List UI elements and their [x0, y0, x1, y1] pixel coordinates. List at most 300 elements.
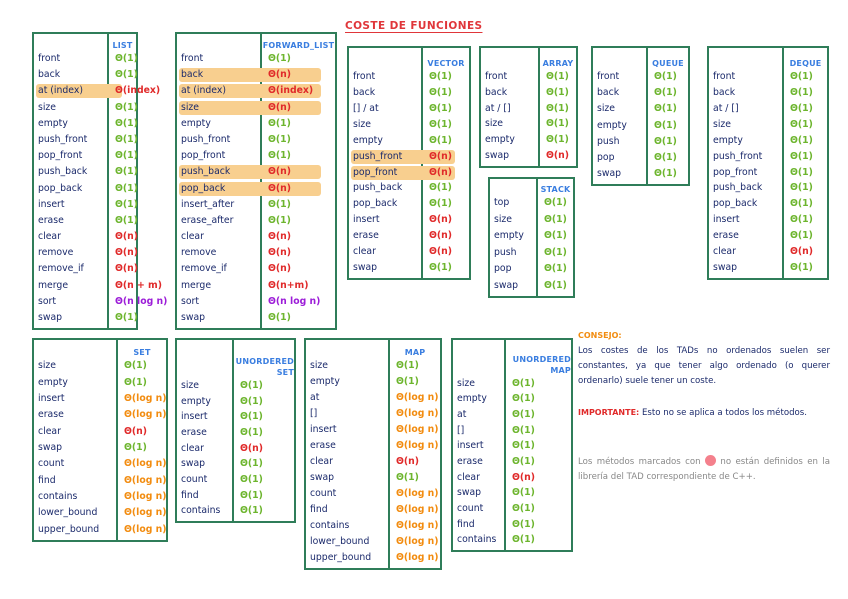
- method-row: [595, 119, 686, 133]
- table-header: [109, 34, 136, 51]
- importante-note: [578, 405, 830, 421]
- method-row: [179, 311, 333, 325]
- method-name: at / []: [713, 102, 739, 114]
- method-name: at / []: [485, 102, 511, 114]
- method-row: [711, 150, 825, 164]
- legend-text-after: no están definidos en la librería del TAD correspondiente de C++.: [578, 457, 831, 482]
- method-row: [711, 118, 825, 132]
- method-row: [595, 70, 686, 84]
- method-row: [36, 68, 138, 82]
- method-row: [179, 395, 292, 409]
- method-cost: Θ(n): [268, 247, 292, 259]
- method-cost: Θ(n+m): [268, 279, 309, 291]
- method-name: find: [181, 489, 199, 501]
- method-cost: Θ(1): [115, 214, 138, 226]
- method-name: insert: [310, 424, 337, 435]
- method-cost: Θ(1): [546, 70, 569, 82]
- method-name: back: [353, 86, 376, 98]
- method-row: [308, 503, 438, 517]
- method-cost: Θ(1): [115, 101, 138, 113]
- method-row: [351, 229, 467, 243]
- method-cost: Θ(n): [512, 471, 536, 483]
- legend-note: [578, 455, 830, 485]
- method-name: erase: [310, 440, 336, 451]
- method-row: [36, 441, 164, 455]
- method-cost: Θ(1): [124, 376, 147, 388]
- method-cost: Θ(1): [240, 426, 263, 438]
- method-row: [36, 149, 138, 163]
- method-name: find: [38, 474, 56, 486]
- method-row: [711, 70, 825, 84]
- method-name: lower_bound: [310, 536, 370, 547]
- method-cost: Θ(n): [268, 69, 292, 81]
- method-row: [595, 151, 686, 165]
- importante-label: IMPORTANTE:: [578, 408, 640, 417]
- method-cost: Θ(index): [115, 85, 161, 97]
- method-name: swap: [353, 262, 378, 274]
- method-name: size: [353, 118, 372, 130]
- method-name: empty: [181, 395, 211, 407]
- method-name: size: [494, 213, 513, 225]
- method-name: back: [597, 87, 620, 99]
- method-name: clear: [181, 231, 204, 243]
- method-row: [455, 486, 569, 500]
- table-header-line: ARRAY: [542, 59, 574, 68]
- method-cost: Θ(1): [654, 119, 677, 131]
- method-row: [179, 295, 333, 309]
- method-row: [179, 457, 292, 471]
- method-name: swap: [713, 262, 738, 274]
- method-name: swap: [457, 487, 482, 499]
- method-name: sort: [181, 295, 199, 307]
- method-name: contains: [310, 520, 350, 531]
- method-cost: Θ(1): [115, 133, 138, 145]
- method-row: [483, 133, 574, 147]
- method-name: empty: [38, 117, 68, 129]
- method-cost: Θ(1): [546, 134, 569, 146]
- method-row: [36, 117, 138, 131]
- method-cost: Θ(n): [429, 246, 453, 258]
- method-name: pop_back: [713, 198, 758, 210]
- method-cost: Θ(n): [268, 182, 292, 194]
- method-row: [483, 86, 574, 100]
- method-name: merge: [38, 279, 69, 291]
- method-row: [308, 551, 438, 565]
- method-row: [455, 392, 569, 406]
- table-header-line: VECTOR: [427, 59, 465, 68]
- method-name: front: [485, 70, 508, 82]
- method-name: clear: [353, 246, 376, 258]
- method-name: insert: [38, 198, 65, 210]
- method-row: [179, 133, 333, 147]
- method-row: [179, 489, 292, 503]
- method-row: [36, 198, 138, 212]
- method-cost: Θ(log n): [396, 552, 439, 563]
- method-row: [179, 84, 321, 98]
- method-cost: Θ(log n): [396, 424, 439, 435]
- method-row: [711, 134, 825, 148]
- method-cost: Θ(n): [268, 263, 292, 275]
- method-cost: Θ(1): [268, 117, 291, 129]
- method-name: erase: [38, 214, 64, 226]
- method-name: push_back: [38, 166, 88, 178]
- method-row: [351, 213, 467, 227]
- method-row: [711, 213, 825, 227]
- table-header: [538, 179, 573, 195]
- method-name: empty: [181, 117, 211, 129]
- method-cost: Θ(1): [544, 213, 567, 225]
- method-row: [36, 376, 164, 390]
- method-cost: Θ(log n): [396, 488, 439, 499]
- method-row: [351, 245, 467, 259]
- method-row: [36, 408, 167, 422]
- method-row: [308, 535, 438, 549]
- method-cost: Θ(1): [240, 458, 263, 470]
- method-name: clear: [38, 425, 61, 437]
- method-row: [308, 359, 438, 373]
- method-name: upper_bound: [310, 552, 372, 563]
- method-name: front: [38, 53, 61, 65]
- method-cost: Θ(log n): [124, 474, 167, 486]
- method-name: empty: [485, 134, 515, 146]
- method-name: size: [181, 379, 200, 391]
- method-cost: Θ(index): [268, 85, 314, 97]
- method-cost: Θ(1): [546, 86, 569, 98]
- method-name: lower_bound: [38, 507, 98, 519]
- method-row: [351, 150, 455, 164]
- method-cost: Θ(1): [268, 150, 291, 162]
- method-cost: Θ(1): [396, 360, 419, 371]
- method-name: sort: [38, 295, 56, 307]
- method-cost: Θ(1): [790, 262, 813, 274]
- method-row: [492, 246, 571, 260]
- method-row: [483, 117, 574, 131]
- method-cost: Θ(1): [512, 409, 535, 421]
- method-cost: Θ(n): [268, 231, 292, 243]
- table-header-line: STACK: [540, 185, 571, 194]
- method-name: count: [310, 488, 337, 499]
- method-name: contains: [457, 534, 497, 546]
- method-name: size: [597, 103, 616, 115]
- method-name: count: [38, 458, 65, 470]
- method-cost: Θ(1): [512, 424, 535, 436]
- method-row: [308, 439, 438, 453]
- consejo-text: Los costes de los TADs no ordenados suelen ser constantes, ya que tener algo ordenado (o querer ordenarlo) suele tener un coste.: [578, 346, 830, 386]
- set-table: [32, 338, 168, 542]
- method-cost: Θ(log n): [396, 520, 439, 531]
- method-name: insert: [181, 411, 208, 423]
- unordered-map-table: [451, 338, 573, 552]
- method-row: [36, 182, 138, 196]
- table-header: [118, 340, 166, 358]
- method-row: [455, 455, 569, 469]
- method-name: erase: [457, 456, 483, 467]
- method-name: at (index): [181, 85, 226, 97]
- table-header: [390, 340, 440, 358]
- table-header: [648, 48, 688, 69]
- method-cost: Θ(1): [790, 102, 813, 114]
- method-cost: Θ(1): [429, 86, 452, 98]
- method-cost: Θ(1): [546, 118, 569, 130]
- importante-text: Esto no se aplica a todos los métodos.: [641, 408, 808, 418]
- method-cost: Θ(log n): [396, 440, 439, 451]
- method-name: at: [310, 392, 320, 403]
- method-name: push_back: [181, 166, 231, 178]
- method-row: [179, 279, 333, 293]
- method-row: [711, 245, 825, 259]
- method-row: [179, 473, 292, 487]
- method-name: empty: [597, 119, 627, 131]
- method-row: [36, 246, 139, 260]
- method-cost: Θ(log n): [124, 491, 167, 503]
- method-name: empty: [457, 393, 487, 405]
- method-cost: Θ(n): [790, 246, 814, 258]
- method-name: at: [457, 409, 467, 421]
- method-row: [308, 487, 438, 501]
- method-cost: Θ(1): [654, 87, 677, 99]
- method-name: push_back: [353, 182, 403, 194]
- method-name: insert: [353, 214, 380, 226]
- method-cost: Θ(1): [512, 440, 535, 452]
- method-row: [308, 455, 438, 469]
- table-header-line: QUEUE: [652, 59, 684, 68]
- method-name: back: [713, 86, 736, 98]
- method-cost: Θ(1): [790, 214, 813, 226]
- method-row: [483, 102, 574, 116]
- method-name: []: [310, 408, 318, 419]
- method-name: pop_front: [353, 166, 398, 178]
- method-name: pop_front: [713, 166, 758, 178]
- method-name: size: [181, 101, 200, 113]
- method-name: insert: [38, 392, 65, 404]
- method-cost: Θ(n): [429, 166, 453, 178]
- method-cost: Θ(1): [429, 262, 452, 274]
- method-cost: Θ(1): [268, 53, 291, 65]
- method-cost: Θ(1): [429, 198, 452, 210]
- method-row: [492, 213, 571, 227]
- method-row: [308, 519, 438, 533]
- method-name: push_back: [713, 182, 763, 194]
- method-name: insert_after: [181, 198, 235, 210]
- method-row: [351, 102, 467, 116]
- table-header: [262, 34, 335, 51]
- method-cost: Θ(log n): [124, 507, 167, 519]
- method-cost: Θ(n log n): [268, 295, 321, 307]
- method-row: [36, 359, 164, 373]
- method-cost: Θ(n): [115, 263, 139, 275]
- method-cost: Θ(log n): [396, 504, 439, 515]
- method-name: swap: [597, 167, 622, 179]
- method-name: size: [38, 101, 57, 113]
- method-row: [36, 490, 167, 504]
- method-name: top: [494, 197, 510, 209]
- method-row: [351, 134, 467, 148]
- method-row: [36, 474, 167, 488]
- method-row: [492, 262, 571, 276]
- method-row: [179, 165, 321, 179]
- method-cost: Θ(n): [124, 425, 148, 437]
- method-name: front: [713, 70, 736, 82]
- table-header-line: FORWARD_LIST: [262, 41, 335, 50]
- method-row: [179, 101, 321, 115]
- method-cost: Θ(1): [115, 166, 138, 178]
- method-row: [595, 167, 686, 181]
- method-row: [308, 471, 438, 485]
- method-cost: Θ(log n): [124, 523, 167, 535]
- method-cost: Θ(1): [240, 379, 263, 391]
- method-row: [36, 457, 167, 471]
- method-cost: Θ(1): [429, 182, 452, 194]
- method-name: clear: [310, 456, 333, 467]
- method-row: [455, 377, 569, 391]
- method-name: []: [457, 424, 465, 436]
- method-cost: Θ(1): [124, 442, 147, 453]
- method-name: merge: [181, 279, 212, 291]
- method-name: [] / at: [353, 102, 379, 114]
- method-cost: Θ(n): [429, 230, 453, 242]
- method-row: [36, 165, 138, 179]
- method-cost: Θ(1): [268, 198, 291, 210]
- method-cost: Θ(1): [790, 182, 813, 194]
- method-name: erase: [181, 426, 207, 438]
- consejo-note: [578, 328, 830, 389]
- method-name: empty: [38, 376, 68, 388]
- method-cost: Θ(1): [240, 489, 263, 501]
- method-cost: Θ(1): [544, 197, 567, 209]
- method-cost: Θ(n log n): [115, 295, 168, 307]
- method-cost: Θ(1): [512, 393, 535, 405]
- method-cost: Θ(1): [790, 150, 813, 162]
- method-row: [595, 135, 686, 149]
- method-name: remove_if: [38, 263, 84, 275]
- method-cost: Θ(1): [268, 311, 291, 323]
- consejo-label: CONSEJO:: [578, 331, 622, 340]
- method-row: [492, 196, 571, 210]
- method-row: [308, 407, 438, 421]
- method-name: push: [597, 135, 620, 147]
- method-name: erase: [38, 409, 64, 421]
- table-header-line: MAP: [404, 348, 426, 357]
- method-row: [351, 181, 467, 195]
- stack-table: [488, 177, 575, 298]
- method-name: remove: [38, 247, 74, 259]
- method-cost: Θ(1): [429, 118, 452, 130]
- method-name: insert: [457, 440, 484, 452]
- method-name: clear: [181, 442, 204, 454]
- method-row: [36, 214, 138, 228]
- method-name: swap: [38, 311, 63, 323]
- method-cost: Θ(1): [240, 505, 263, 517]
- method-row: [179, 504, 292, 518]
- method-row: [36, 392, 167, 406]
- method-row: [455, 471, 569, 485]
- legend-text-before: Los métodos marcados con: [578, 457, 701, 467]
- method-row: [351, 118, 467, 132]
- method-row: [179, 379, 292, 393]
- method-row: [711, 181, 825, 195]
- queue-table: [591, 46, 690, 186]
- method-name: pop_back: [353, 198, 398, 210]
- method-cost: Θ(1): [544, 246, 567, 258]
- method-cost: Θ(1): [429, 102, 452, 114]
- method-name: count: [457, 502, 484, 514]
- method-cost: Θ(1): [654, 135, 677, 147]
- method-name: front: [353, 70, 376, 82]
- method-row: [308, 423, 438, 437]
- method-row: [179, 117, 333, 131]
- method-name: empty: [353, 134, 383, 146]
- method-cost: Θ(1): [790, 230, 813, 242]
- method-cost: Θ(n): [268, 101, 292, 113]
- method-row: [711, 102, 825, 116]
- map-table: [304, 338, 442, 570]
- method-cost: Θ(1): [512, 534, 535, 546]
- method-cost: Θ(1): [654, 71, 677, 83]
- method-name: contains: [181, 505, 221, 517]
- method-row: [179, 426, 292, 440]
- method-row: [179, 442, 292, 456]
- method-name: erase_after: [181, 214, 234, 226]
- method-row: [179, 149, 333, 163]
- method-row: [36, 295, 168, 309]
- method-cost: Θ(n): [115, 247, 139, 259]
- method-row: [179, 52, 333, 66]
- method-name: erase: [713, 230, 739, 242]
- method-name: clear: [713, 246, 736, 258]
- method-cost: Θ(1): [654, 167, 677, 179]
- method-row: [711, 229, 825, 243]
- method-row: [455, 408, 569, 422]
- method-cost: Θ(1): [115, 69, 138, 81]
- method-cost: Θ(1): [240, 411, 263, 423]
- method-cost: Θ(1): [115, 150, 138, 162]
- method-name: swap: [310, 472, 335, 483]
- method-cost: Θ(1): [544, 230, 567, 242]
- method-name: erase: [353, 230, 379, 242]
- method-row: [308, 391, 438, 405]
- method-cost: Θ(log n): [124, 458, 167, 470]
- method-name: pop_front: [181, 150, 226, 162]
- method-row: [455, 502, 569, 516]
- method-row: [179, 198, 333, 212]
- method-row: [36, 279, 162, 293]
- method-cost: Θ(1): [268, 133, 291, 145]
- method-name: pop: [597, 151, 615, 163]
- method-name: find: [310, 504, 328, 515]
- method-cost: Θ(log n): [396, 408, 439, 419]
- method-row: [492, 229, 571, 243]
- table-header: [423, 48, 469, 69]
- method-cost: Θ(n): [429, 150, 453, 162]
- method-cost: Θ(n + m): [115, 279, 162, 291]
- method-row: [36, 230, 139, 244]
- method-name: swap: [485, 150, 510, 162]
- method-row: [711, 197, 825, 211]
- method-row: [36, 523, 167, 537]
- method-cost: Θ(n): [115, 231, 139, 243]
- method-name: push: [494, 246, 517, 258]
- method-cost: Θ(1): [240, 395, 263, 407]
- method-cost: Θ(1): [512, 502, 535, 514]
- method-name: size: [485, 118, 504, 130]
- method-row: [492, 279, 571, 293]
- list-table: [32, 32, 168, 330]
- method-name: empty: [713, 134, 743, 146]
- method-row: [595, 86, 686, 100]
- method-name: insert: [713, 214, 740, 226]
- method-cost: Θ(1): [512, 518, 535, 530]
- table-header: [506, 340, 571, 376]
